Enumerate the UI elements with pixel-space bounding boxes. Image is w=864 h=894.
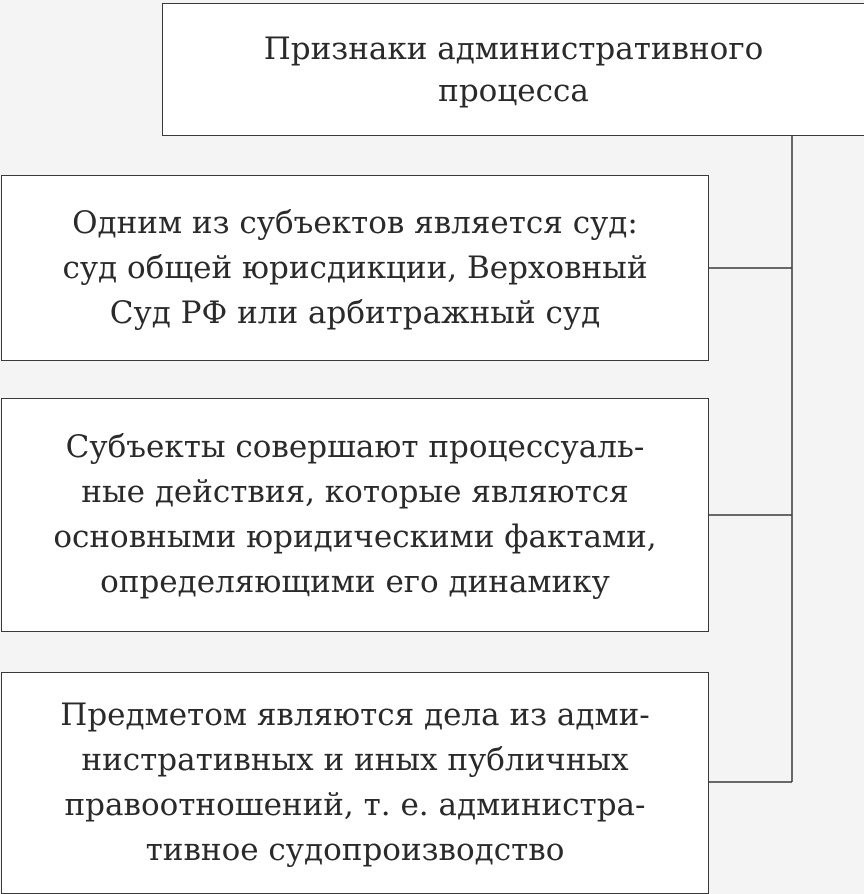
title-box [162,3,864,136]
feature-text-3: Предметом являются дела из адми- нистративных и иных публичных правоотношений, т. е. администра- тивное судопроизводство [60,697,650,868]
feature-box-3 [1,672,709,894]
feature-text-1: Одним из субъектов является суд: суд общей юрисдикции, Верховный Суд РФ или арбитражный суд [62,204,648,331]
feature-box-1 [1,175,709,361]
title-text: Признаки административного процесса [263,30,764,109]
feature-box-2 [1,398,709,632]
feature-text-2: Субъекты совершают процессуаль- ные действия, которые являются основными юридическими фактами, определяющими его динамику [53,429,657,600]
